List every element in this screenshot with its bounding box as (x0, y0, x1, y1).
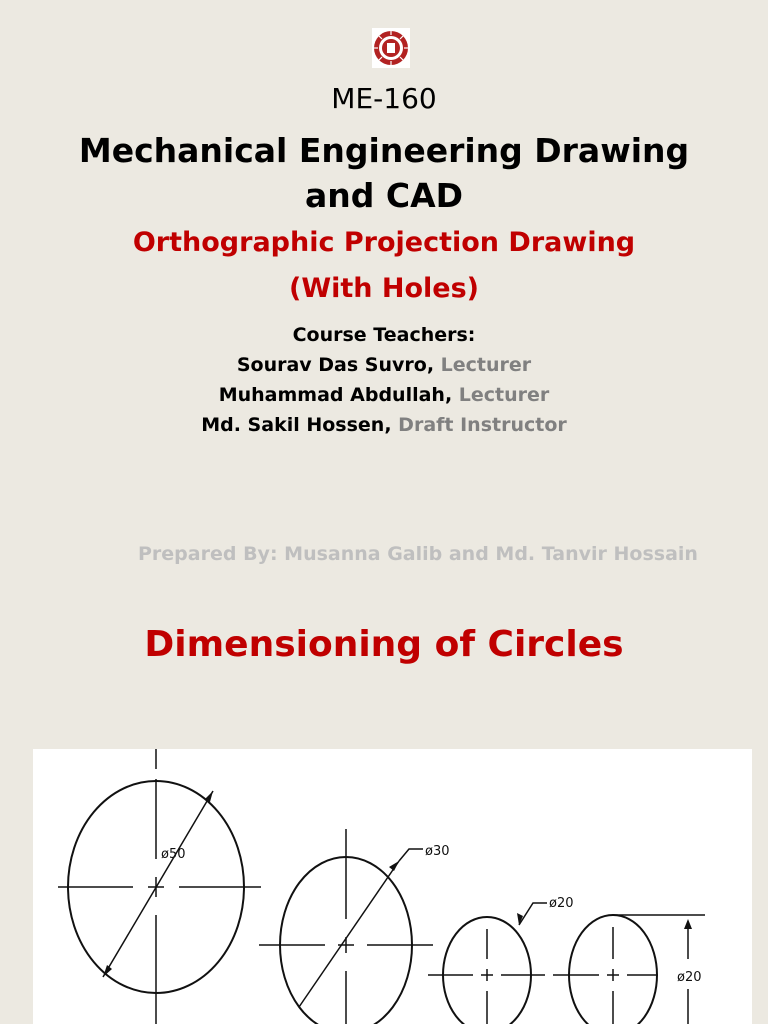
center-lines (58, 749, 658, 1024)
teacher-role: Draft Instructor (398, 414, 567, 436)
arrowheads (103, 791, 692, 977)
course-title-text: Mechanical Engineering Drawing and CAD (78, 131, 690, 215)
label-diameter-30: ø30 (425, 844, 450, 859)
topic-title (0, 220, 768, 312)
teacher-name: Muhammad Abdullah, (218, 384, 453, 406)
course-title (0, 128, 768, 218)
teachers-block (0, 320, 768, 440)
teacher-name: Md. Sakil Hossen, (201, 414, 392, 436)
topic-line-1: Orthographic Projection Drawing (132, 227, 636, 258)
prepared-by: Prepared By: Musanna Galib and Md. Tanvir Hossain (138, 543, 698, 565)
circle-dimensioning-figure (33, 749, 752, 1024)
teacher-role: Lecturer (458, 384, 550, 406)
teacher-entry (0, 380, 768, 410)
label-diameter-50: ø50 (161, 847, 186, 862)
section-title: Dimensioning of Circles (144, 624, 624, 665)
topic-line-2: (With Holes) (288, 273, 480, 304)
teacher-role: Lecturer (440, 354, 532, 376)
teacher-name: Sourav Das Suvro, (236, 354, 435, 376)
teachers-heading: Course Teachers: (292, 324, 476, 346)
label-diameter-20b: ø20 (677, 970, 702, 985)
teacher-entry (0, 410, 768, 440)
course-code: ME-160 (331, 82, 437, 115)
circle-drawing (33, 749, 752, 1024)
label-diameter-20a: ø20 (549, 896, 574, 911)
university-seal-icon (372, 28, 410, 68)
teacher-entry (0, 350, 768, 380)
